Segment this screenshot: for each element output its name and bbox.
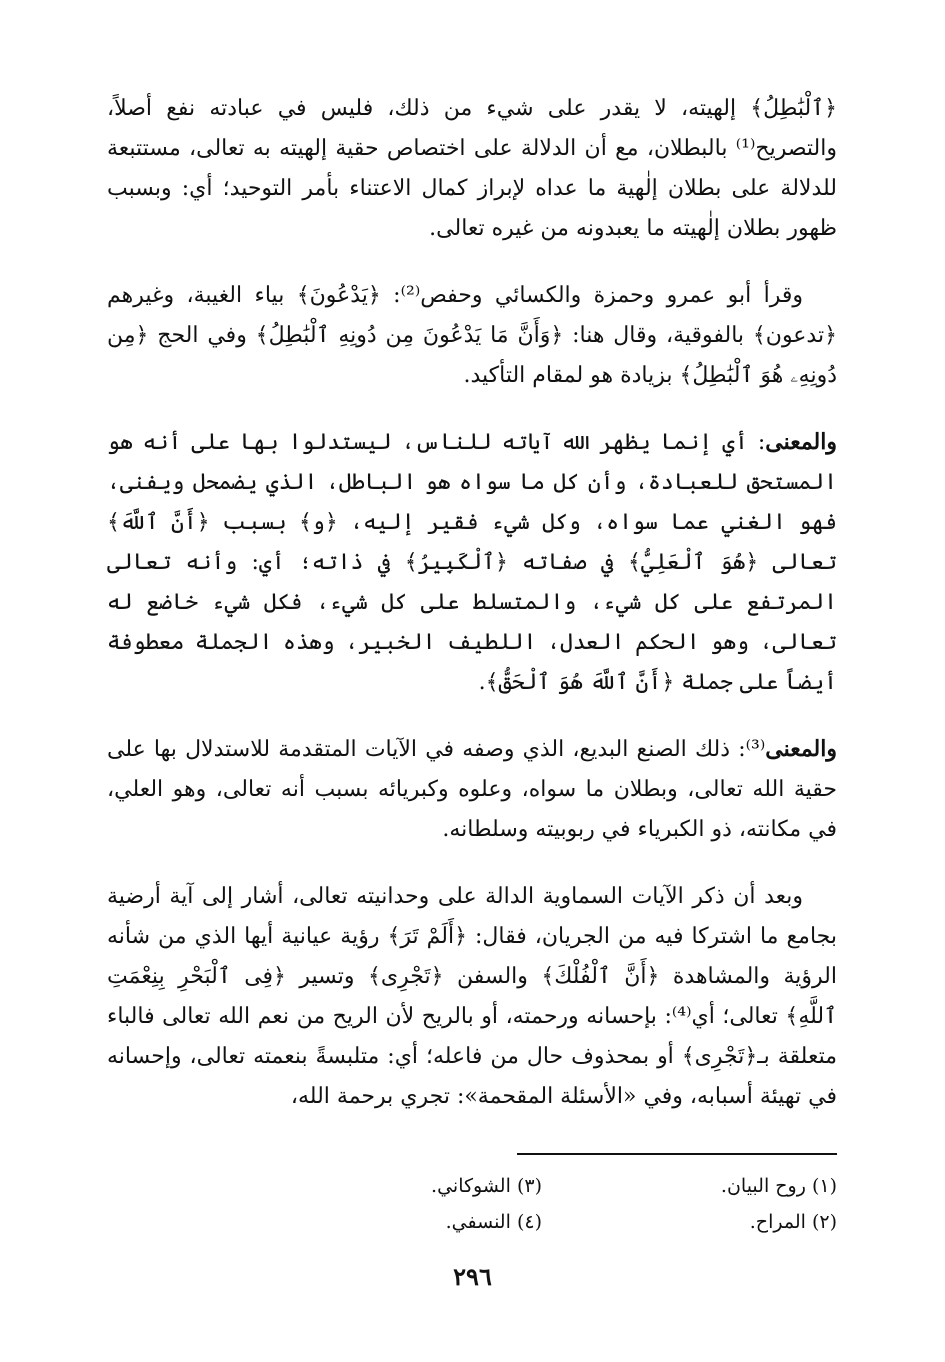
footnote-number: (٤) <box>516 1211 542 1233</box>
paragraph-text: ﴿ٱلْبَٰطِلُ﴾ إلهيته، لا يقدر على شيء من ذلك، فليس في عبادته نفع أصلاً، والتصريح⁽¹⁾ بالبطلان، مع أن الدلالة على اختصاص حقية إلهيته به تعالى، مستتبعة للدلالة على بطلان إلٰهية ما عداه لإبراز كمال الاعتناء بأمر التوحيد؛ أي: وبسبب ظهور بطلان إلٰهيته ما يعبدونه من غيره تعالى. <box>107 96 837 241</box>
paragraph-4 <box>107 729 837 850</box>
footnote-number: (١) <box>811 1175 837 1197</box>
paragraph-text: وقرأ أبو عمرو وحمزة والكسائي وحفص⁽²⁾: ﴿يَدْعُونَ﴾ بياء الغيبة، وغيرهم ﴿تدعون﴾ بالفوقية، وقال هنا: ﴿وَأَنَّ مَا يَدْعُونَ مِن دُونِهِ ٱلْبَٰطِلُ﴾ وفي الحج ﴿مِن دُونِهِۦ هُوَ ٱلْبَٰطِلُ﴾ بزيادة هو لمقام التأكيد. <box>107 283 837 388</box>
footnote-text: الشوكاني. <box>431 1175 511 1197</box>
footnote-row <box>107 1168 837 1204</box>
paragraph-5 <box>107 876 837 1117</box>
footnotes <box>107 1168 837 1240</box>
page-number: ٢٩٦ <box>453 1262 492 1291</box>
paragraph-3 <box>107 422 837 703</box>
footnote-4 <box>247 1204 542 1240</box>
footnote-2 <box>542 1204 837 1240</box>
paragraph-1 <box>107 88 837 249</box>
paragraph-2 <box>107 275 837 396</box>
footnote-text: النسفي. <box>445 1211 511 1233</box>
main-text <box>107 88 837 1117</box>
footnote-3 <box>247 1168 542 1204</box>
paragraph-lead: والمعنى <box>765 736 837 762</box>
footnote-divider <box>517 1153 837 1155</box>
paragraph-lead: والمعنى <box>765 429 837 455</box>
paragraph-text: وبعد أن ذكر الآيات السماوية الدالة على وحدانيته تعالى، أشار إلى آية أرضية بجامع ما اشتركا فيه من الجريان، فقال: ﴿أَلَمْ تَرَ﴾ رؤية عيانية أيها الذي من شأنه الرؤية والمشاهدة ﴿أَنَّ ٱلْفُلْكَ﴾ والسفن ﴿تَجْرِى﴾ وتسير ﴿فِى ٱلْبَحْرِ بِنِعْمَتِ ٱللَّهِ﴾ تعالى؛ أي⁽⁴⁾: بإحسانه ورحمته، أو بالريح لأن الريح من نعم الله تعالى فالباء متعلقة بـ﴿تَجْرِى﴾ أو بمحذوف حال من فاعله؛ أي: متلبسةً بنعمته تعالى، وإحسانه في تهيئة أسبابه، وفي «الأسئلة المقحمة»: تجري برحمة الله، <box>107 884 837 1109</box>
footnote-text: المراح. <box>749 1211 806 1233</box>
footnote-number: (٣) <box>516 1175 542 1197</box>
paragraph-text: : أي إنما يظهر الله آياته للناس، ليستدلوا بها على أنه هو المستحق للعبادة، وأن كل ما سواه هو الباطل، الذي يضمحل ويفنى، فهو الغني عما سواه، وكل شيء فقير إليه، ﴿و﴾ بسبب ﴿أَنَّ ٱللَّهَ﴾ تعالى ﴿هُوَ ٱلْعَلِيُّ﴾ في صفاته ﴿ٱلْكَبِيرُ﴾ في ذاته؛ أي: وأنه تعالى المرتفع على كل شيء، والمتسلط على كل شيء، فكل شيء خاضع له تعالى، وهو الحكم العدل، اللطيف الخبير، وهذه الجملة معطوفة أيضاً على جملة ﴿أَنَّ ٱللَّهَ هُوَ ٱلْحَقُّ﴾. <box>107 430 837 695</box>
footnote-1 <box>542 1168 837 1204</box>
footnote-row <box>107 1204 837 1240</box>
footnote-text: روح البيان. <box>720 1175 806 1197</box>
footnote-number: (٢) <box>811 1211 837 1233</box>
paragraph-text: ⁽³⁾: ذلك الصنع البديع، الذي وصفه في الآيات المتقدمة للاستدلال بها على حقية الله تعالى، وبطلان ما سواه، وعلوه وكبريائه بسبب أنه تعالى، وهو العلي، في مكانته، ذو الكبرياء في ربوبيته وسلطانه. <box>107 737 837 842</box>
